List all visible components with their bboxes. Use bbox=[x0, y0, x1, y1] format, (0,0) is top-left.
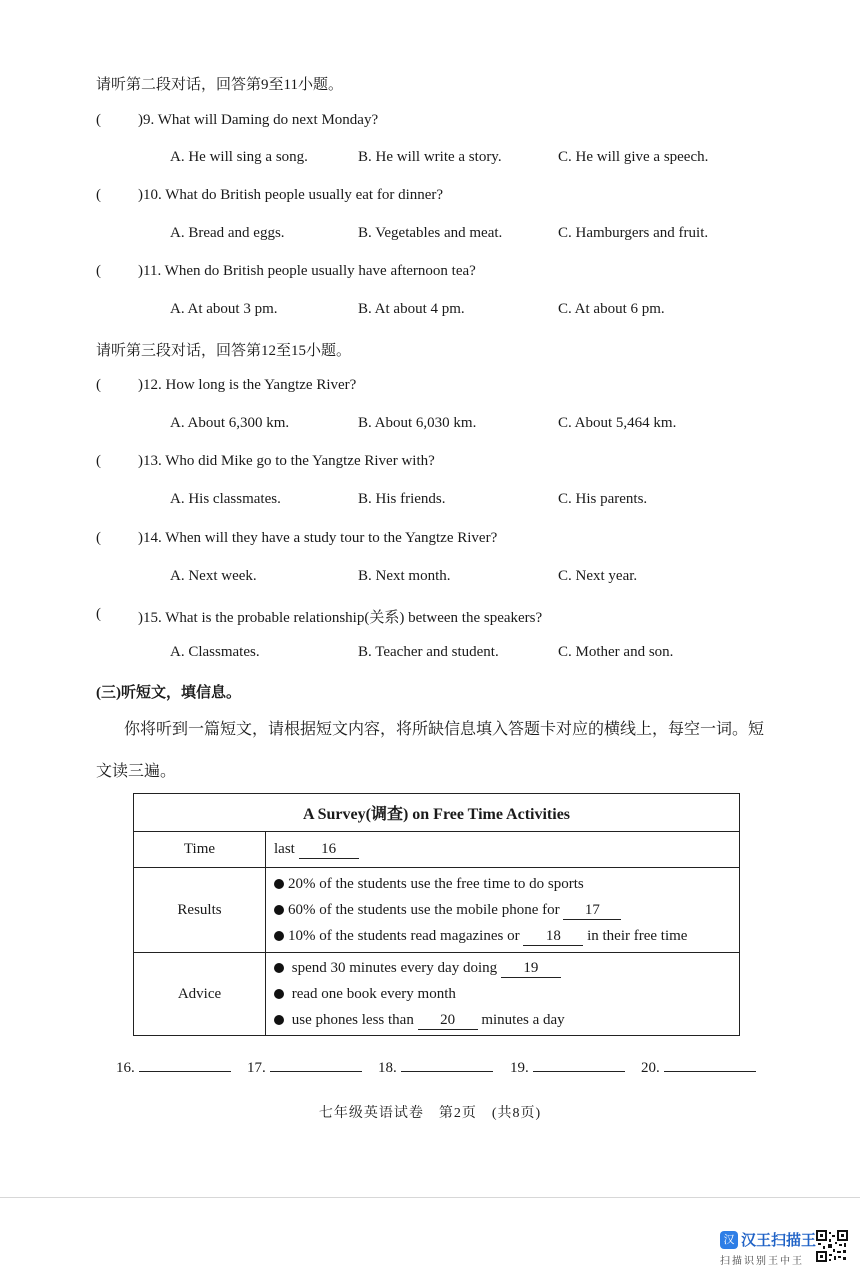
scanner-tagline: 扫描识别王中王 bbox=[720, 1256, 804, 1267]
q12-option-a: A. About 6,300 km. bbox=[170, 415, 290, 431]
result-item bbox=[274, 897, 739, 923]
q13-option-c: C. His parents. bbox=[558, 491, 648, 507]
answer-bracket: ( bbox=[96, 187, 101, 203]
q15-option-a: A. Classmates. bbox=[170, 644, 260, 660]
answer-bracket: ( bbox=[96, 453, 101, 469]
q9-option-a: A. He will sing a song. bbox=[170, 149, 308, 165]
q9-option-b: B. He will write a story. bbox=[358, 149, 502, 165]
question-13: )13. Who did Mike go to the Yangtze River with? bbox=[138, 453, 435, 469]
qr-code-icon bbox=[816, 1230, 848, 1262]
question-10: )10. What do British people usually eat for dinner? bbox=[138, 187, 444, 203]
question-12: )12. How long is the Yangtze River? bbox=[138, 377, 357, 393]
answer-label: 17. bbox=[247, 1060, 266, 1076]
q11-option-b: B. At about 4 pm. bbox=[358, 301, 465, 317]
answer-line-20[interactable] bbox=[641, 1057, 756, 1077]
advice-text: spend 30 minutes every day doing bbox=[291, 960, 498, 976]
answer-label: 20. bbox=[641, 1060, 660, 1076]
answer-label: 19. bbox=[510, 1060, 529, 1076]
question-15: )15. What is the probable relationship(关系) between the speakers? bbox=[138, 610, 543, 626]
result-item bbox=[274, 923, 739, 949]
q14-option-c: C. Next year. bbox=[558, 568, 638, 584]
advice-label: Advice bbox=[134, 953, 266, 1036]
advice-item bbox=[274, 955, 739, 981]
answer-line-19[interactable] bbox=[510, 1057, 625, 1077]
question-9: )9. What will Daming do next Monday? bbox=[138, 112, 379, 128]
q10-option-c: C. Hamburgers and fruit. bbox=[558, 225, 709, 241]
answer-blank[interactable] bbox=[270, 1057, 362, 1072]
q11-option-c: C. At about 6 pm. bbox=[558, 301, 665, 317]
answer-bracket: ( bbox=[96, 377, 101, 393]
section2-intro: 请听第二段对话，回答第9至11小题。 bbox=[96, 77, 343, 93]
answer-bracket: ( bbox=[96, 530, 101, 546]
answer-label: 18. bbox=[378, 1060, 397, 1076]
time-value bbox=[266, 832, 740, 868]
answer-blank[interactable] bbox=[664, 1057, 756, 1072]
advice-text: read one book every month bbox=[291, 986, 456, 1002]
part3-instruction-cont: 文读三遍。 bbox=[96, 763, 177, 780]
page-footer: 七年级英语试卷 第2页 (共8页) bbox=[318, 1106, 542, 1121]
advice-text-end: minutes a day bbox=[481, 1012, 565, 1028]
result-item bbox=[274, 871, 739, 897]
scanner-logo-icon: 汉 bbox=[720, 1231, 738, 1249]
q15-option-b: B. Teacher and student. bbox=[358, 644, 499, 660]
q14-option-a: A. Next week. bbox=[170, 568, 257, 584]
bullet-icon bbox=[274, 963, 284, 973]
advice-item bbox=[274, 1007, 739, 1033]
answer-bracket: ( bbox=[96, 263, 101, 279]
answer-blank[interactable] bbox=[401, 1057, 493, 1072]
q12-option-b: B. About 6,030 km. bbox=[358, 415, 477, 431]
results-label: Results bbox=[134, 868, 266, 953]
bullet-icon bbox=[274, 1015, 284, 1025]
answer-blank[interactable] bbox=[533, 1057, 625, 1072]
part3-instruction: 你将听到一篇短文，请根据短文内容，将所缺信息填入答题卡对应的横线上，每空一词。短 bbox=[124, 721, 765, 738]
q11-option-a: A. At about 3 pm. bbox=[170, 301, 278, 317]
survey-title: A Survey(调查) on Free Time Activities bbox=[134, 794, 740, 832]
advice-text: use phones less than bbox=[291, 1012, 414, 1028]
section3-intro: 请听第三段对话，回答第12至15小题。 bbox=[96, 343, 352, 359]
blank-16: 16 bbox=[299, 840, 359, 859]
bullet-icon bbox=[274, 989, 284, 999]
answer-line-17[interactable] bbox=[247, 1057, 362, 1077]
answer-line-18[interactable] bbox=[378, 1057, 493, 1077]
q14-option-b: B. Next month. bbox=[358, 568, 451, 584]
divider bbox=[0, 1197, 860, 1198]
advice-list bbox=[266, 953, 740, 1036]
q10-option-b: B. Vegetables and meat. bbox=[358, 225, 503, 241]
part3-heading: (三)听短文，填信息。 bbox=[96, 685, 241, 701]
result-text: 60% of the students use the mobile phone for bbox=[288, 902, 560, 918]
q13-option-b: B. His friends. bbox=[358, 491, 446, 507]
result-text: 20% of the students use the free time to do sports bbox=[288, 876, 584, 892]
survey-table bbox=[133, 793, 740, 1036]
scanner-brand-name: 汉王扫描王 bbox=[741, 1231, 817, 1249]
time-label: Time bbox=[134, 832, 266, 868]
q12-option-c: C. About 5,464 km. bbox=[558, 415, 677, 431]
bullet-icon bbox=[274, 879, 284, 889]
blank-20: 20 bbox=[418, 1011, 478, 1030]
q10-option-a: A. Bread and eggs. bbox=[170, 225, 285, 241]
blank-18: 18 bbox=[523, 927, 583, 946]
blank-17: 17 bbox=[563, 901, 621, 920]
question-14: )14. When will they have a study tour to the Yangtze River? bbox=[138, 530, 498, 546]
answer-blank[interactable] bbox=[139, 1057, 231, 1072]
q9-option-c: C. He will give a speech. bbox=[558, 149, 709, 165]
result-text: 10% of the students read magazines or bbox=[288, 928, 520, 944]
answer-bracket: ( bbox=[96, 112, 101, 128]
bullet-icon bbox=[274, 931, 284, 941]
q15-option-c: C. Mother and son. bbox=[558, 644, 674, 660]
results-list bbox=[266, 868, 740, 953]
question-11: )11. When do British people usually have afternoon tea? bbox=[138, 263, 476, 279]
bullet-icon bbox=[274, 905, 284, 915]
result-text-end: in their free time bbox=[587, 928, 688, 944]
answer-label: 16. bbox=[116, 1060, 135, 1076]
answer-line-16[interactable] bbox=[116, 1057, 231, 1077]
time-prefix: last bbox=[274, 841, 295, 857]
advice-item bbox=[274, 981, 739, 1007]
answer-bracket: ( bbox=[96, 606, 101, 622]
blank-19: 19 bbox=[501, 959, 561, 978]
q13-option-a: A. His classmates. bbox=[170, 491, 281, 507]
